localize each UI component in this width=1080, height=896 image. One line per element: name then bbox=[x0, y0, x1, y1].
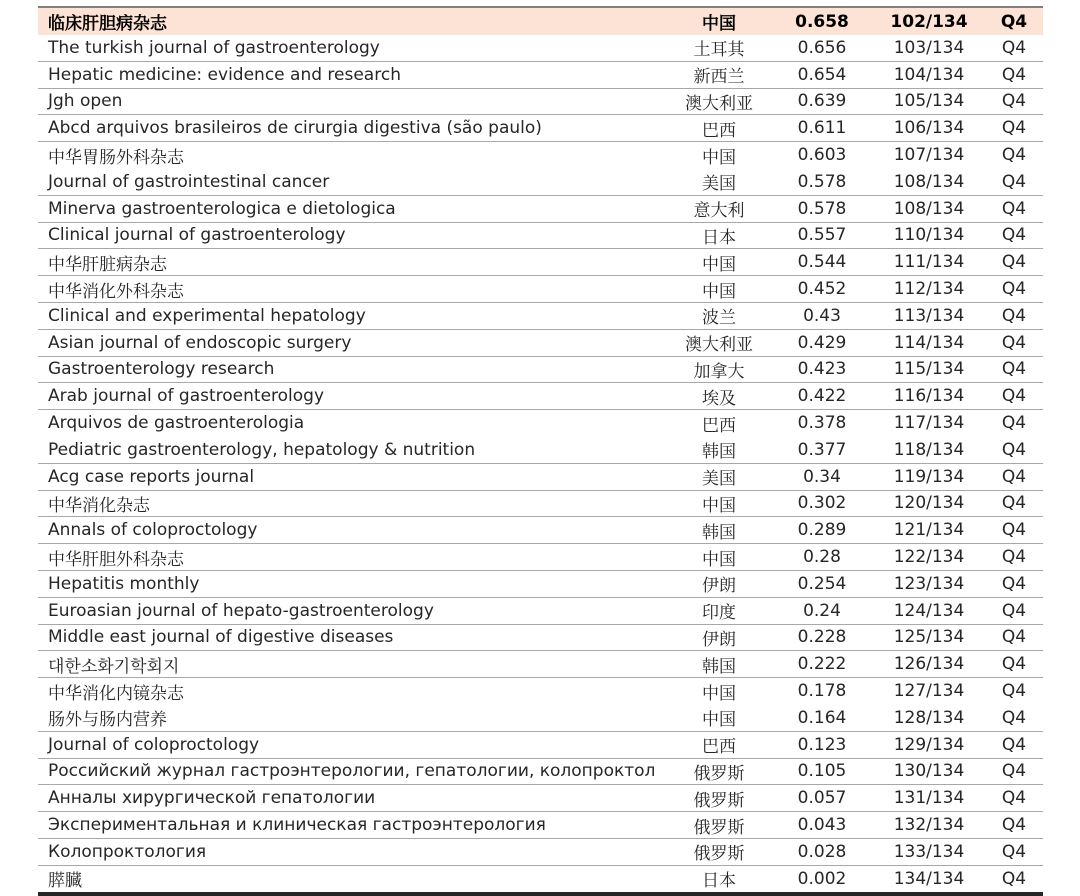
rank-cell: 110/134 bbox=[893, 225, 965, 246]
quartile-cell: Q4 bbox=[1001, 788, 1027, 809]
impact-factor-cell: 0.164 bbox=[797, 707, 847, 728]
impact-factor-cell: 0.057 bbox=[797, 788, 847, 809]
journal-name-cell: Российский журнал гастроэнтерологии, гепатологии, колопроктол bbox=[48, 761, 656, 782]
impact-factor-cell: 0.28 bbox=[803, 547, 841, 568]
journal-name-cell: The turkish journal of gastroenterology bbox=[48, 37, 380, 58]
rank-cell: 133/134 bbox=[893, 841, 965, 862]
quartile-cell: Q4 bbox=[1001, 600, 1027, 621]
impact-factor-cell: 0.028 bbox=[797, 841, 847, 862]
impact-factor-cell: 0.228 bbox=[797, 627, 847, 648]
journal-name-cell: Экспериментальная и клиническая гастроэнтерология bbox=[48, 815, 546, 835]
country-cell: 伊朗 bbox=[702, 629, 736, 650]
rank-cell: 125/134 bbox=[893, 627, 965, 648]
country-cell: 日本 bbox=[702, 871, 736, 892]
table-body bbox=[38, 35, 1043, 892]
quartile-cell: Q4 bbox=[1001, 359, 1027, 380]
country-cell: 美国 bbox=[702, 469, 736, 490]
quartile-cell: Q4 bbox=[1001, 386, 1027, 407]
table-row bbox=[38, 89, 1043, 116]
table-row bbox=[38, 651, 1043, 678]
journal-name-cell: Hepatitis monthly bbox=[48, 573, 200, 594]
journal-name-cell: 中华肝胆外科杂志 bbox=[48, 549, 184, 570]
impact-factor-cell: 0.557 bbox=[797, 225, 847, 246]
impact-factor-cell: 0.24 bbox=[803, 600, 841, 621]
impact-factor-cell: 0.578 bbox=[797, 198, 847, 219]
rank-cell: 126/134 bbox=[893, 654, 965, 675]
quartile-cell: Q4 bbox=[1001, 493, 1027, 514]
impact-factor-cell: 0.43 bbox=[803, 305, 841, 326]
table-row bbox=[38, 571, 1043, 598]
journal-name-cell: Колопроктология bbox=[48, 841, 207, 862]
table-row bbox=[38, 169, 1043, 196]
rank-cell: 124/134 bbox=[893, 600, 965, 621]
journal-name-cell: 临床肝胆病杂志 bbox=[48, 14, 167, 34]
rank-cell: 118/134 bbox=[893, 439, 965, 460]
rank-cell: 128/134 bbox=[893, 707, 965, 728]
table-row bbox=[38, 598, 1043, 625]
country-cell: 印度 bbox=[702, 603, 736, 624]
quartile-cell: Q4 bbox=[1001, 118, 1027, 139]
country-cell: 澳大利亚 bbox=[685, 93, 753, 114]
quartile-cell: Q4 bbox=[1001, 225, 1027, 246]
rank-cell: 127/134 bbox=[893, 681, 965, 702]
rank-cell: 112/134 bbox=[893, 279, 965, 300]
country-cell: 俄罗斯 bbox=[693, 844, 745, 865]
journal-name-cell: 中华消化杂志 bbox=[48, 495, 150, 516]
country-cell: 土耳其 bbox=[693, 40, 745, 61]
quartile-cell: Q4 bbox=[1001, 841, 1027, 862]
impact-factor-cell: 0.378 bbox=[797, 413, 847, 434]
table-row bbox=[38, 732, 1043, 759]
quartile-cell: Q4 bbox=[1001, 145, 1027, 166]
rank-cell: 107/134 bbox=[893, 145, 965, 166]
table-row bbox=[38, 196, 1043, 223]
journal-name-cell: Clinical journal of gastroenterology bbox=[48, 225, 346, 246]
impact-factor-cell: 0.105 bbox=[797, 761, 847, 782]
country-cell: 俄罗斯 bbox=[693, 817, 745, 838]
impact-factor-cell: 0.422 bbox=[797, 386, 847, 407]
table-row bbox=[38, 464, 1043, 491]
quartile-cell: Q4 bbox=[1001, 37, 1027, 58]
impact-factor-cell: 0.429 bbox=[797, 332, 847, 353]
journal-name-cell: Abcd arquivos brasileiros de cirurgia digestiva (são paulo) bbox=[48, 118, 542, 139]
impact-factor-cell: 0.656 bbox=[797, 37, 847, 58]
table-row bbox=[38, 303, 1043, 330]
highlighted-header-row bbox=[38, 8, 1043, 35]
country-cell: 韩国 bbox=[702, 522, 736, 543]
quartile-cell: Q4 bbox=[1000, 11, 1028, 32]
table-row bbox=[38, 491, 1043, 518]
table-row bbox=[38, 759, 1043, 786]
rank-cell: 113/134 bbox=[893, 305, 965, 326]
quartile-cell: Q4 bbox=[1001, 305, 1027, 326]
table-row bbox=[38, 839, 1043, 866]
table-row bbox=[38, 276, 1043, 303]
table-row bbox=[38, 812, 1043, 839]
rank-cell: 120/134 bbox=[893, 493, 965, 514]
rank-cell: 130/134 bbox=[893, 761, 965, 782]
rank-cell: 123/134 bbox=[893, 573, 965, 594]
country-cell: 中国 bbox=[702, 254, 736, 275]
country-cell: 美国 bbox=[702, 174, 736, 195]
journal-name-cell: Annals of coloproctology bbox=[48, 520, 258, 541]
journal-name-cell: Acg case reports journal bbox=[48, 466, 255, 487]
country-cell: 韩国 bbox=[702, 656, 736, 677]
rank-cell: 132/134 bbox=[893, 815, 965, 835]
quartile-cell: Q4 bbox=[1001, 439, 1027, 460]
journal-name-cell: 中华肝脏病杂志 bbox=[48, 254, 167, 275]
impact-factor-cell: 0.222 bbox=[797, 654, 847, 675]
quartile-cell: Q4 bbox=[1001, 520, 1027, 541]
journal-name-cell: Asian journal of endoscopic surgery bbox=[48, 332, 352, 353]
country-cell: 中国 bbox=[702, 14, 736, 34]
country-cell: 巴西 bbox=[702, 120, 736, 141]
impact-factor-cell: 0.423 bbox=[797, 359, 847, 380]
quartile-cell: Q4 bbox=[1001, 279, 1027, 300]
impact-factor-cell: 0.289 bbox=[797, 520, 847, 541]
journal-name-cell: Minerva gastroenterologica e dietologica bbox=[48, 198, 396, 219]
rank-cell: 116/134 bbox=[893, 386, 965, 407]
table-row bbox=[38, 437, 1043, 464]
table-row bbox=[38, 62, 1043, 89]
table-row bbox=[38, 517, 1043, 544]
impact-factor-cell: 0.603 bbox=[797, 145, 847, 166]
table-row bbox=[38, 625, 1043, 652]
rank-cell: 102/134 bbox=[890, 11, 968, 32]
table-row bbox=[38, 142, 1043, 169]
country-cell: 俄罗斯 bbox=[693, 763, 745, 784]
country-cell: 新西兰 bbox=[693, 67, 745, 88]
rank-cell: 129/134 bbox=[893, 734, 965, 755]
rank-cell: 117/134 bbox=[893, 413, 965, 434]
rank-cell: 134/134 bbox=[893, 868, 965, 889]
journal-ranking-table bbox=[38, 6, 1043, 896]
country-cell: 波兰 bbox=[702, 308, 736, 329]
country-cell: 巴西 bbox=[702, 737, 736, 758]
journal-name-cell: 中华消化内镜杂志 bbox=[48, 683, 184, 704]
rank-cell: 122/134 bbox=[893, 547, 965, 568]
journal-name-cell: Gastroenterology research bbox=[48, 359, 275, 380]
country-cell: 俄罗斯 bbox=[693, 790, 745, 811]
rank-cell: 108/134 bbox=[893, 171, 965, 192]
country-cell: 中国 bbox=[702, 549, 736, 570]
impact-factor-cell: 0.34 bbox=[803, 466, 841, 487]
quartile-cell: Q4 bbox=[1001, 64, 1027, 85]
quartile-cell: Q4 bbox=[1001, 761, 1027, 782]
impact-factor-cell: 0.254 bbox=[797, 573, 847, 594]
quartile-cell: Q4 bbox=[1001, 707, 1027, 728]
table-row bbox=[38, 705, 1043, 732]
quartile-cell: Q4 bbox=[1001, 681, 1027, 702]
rank-cell: 115/134 bbox=[893, 359, 965, 380]
country-cell: 意大利 bbox=[693, 201, 745, 222]
country-cell: 韩国 bbox=[702, 442, 736, 463]
quartile-cell: Q4 bbox=[1001, 573, 1027, 594]
quartile-cell: Q4 bbox=[1001, 547, 1027, 568]
impact-factor-cell: 0.178 bbox=[797, 681, 847, 702]
table-row bbox=[38, 35, 1043, 62]
journal-name-cell: Анналы хирургической гепатологии bbox=[48, 788, 376, 809]
table-row bbox=[38, 330, 1043, 357]
quartile-cell: Q4 bbox=[1001, 91, 1027, 112]
impact-factor-cell: 0.658 bbox=[795, 11, 849, 32]
journal-name-cell: 膵臓 bbox=[48, 871, 82, 892]
rank-cell: 114/134 bbox=[893, 332, 965, 353]
country-cell: 中国 bbox=[702, 147, 736, 168]
impact-factor-cell: 0.452 bbox=[797, 279, 847, 300]
journal-name-cell: Clinical and experimental hepatology bbox=[48, 305, 366, 326]
quartile-cell: Q4 bbox=[1001, 171, 1027, 192]
table-row bbox=[38, 678, 1043, 705]
rank-cell: 103/134 bbox=[893, 37, 965, 58]
table-row bbox=[38, 785, 1043, 812]
quartile-cell: Q4 bbox=[1001, 198, 1027, 219]
quartile-cell: Q4 bbox=[1001, 466, 1027, 487]
quartile-cell: Q4 bbox=[1001, 252, 1027, 273]
journal-name-cell: 肠外与肠内营养 bbox=[48, 710, 167, 731]
journal-name-cell: Jgh open bbox=[48, 91, 123, 112]
table-row bbox=[38, 115, 1043, 142]
journal-name-cell: Pediatric gastroenterology, hepatology & nutrition bbox=[48, 439, 476, 460]
table-row bbox=[38, 249, 1043, 276]
impact-factor-cell: 0.002 bbox=[797, 868, 847, 889]
impact-factor-cell: 0.544 bbox=[797, 252, 847, 273]
journal-name-cell: 中华消化外科杂志 bbox=[48, 281, 184, 302]
impact-factor-cell: 0.611 bbox=[797, 118, 847, 139]
rank-cell: 105/134 bbox=[893, 91, 965, 112]
impact-factor-cell: 0.639 bbox=[797, 91, 847, 112]
country-cell: 加拿大 bbox=[693, 361, 745, 382]
impact-factor-cell: 0.302 bbox=[797, 493, 847, 514]
quartile-cell: Q4 bbox=[1001, 627, 1027, 648]
country-cell: 澳大利亚 bbox=[685, 335, 753, 356]
country-cell: 日本 bbox=[702, 227, 736, 248]
table-row bbox=[38, 544, 1043, 571]
rank-cell: 119/134 bbox=[893, 466, 965, 487]
rank-cell: 106/134 bbox=[893, 118, 965, 139]
journal-name-cell: Journal of gastrointestinal cancer bbox=[48, 171, 330, 192]
quartile-cell: Q4 bbox=[1001, 332, 1027, 353]
impact-factor-cell: 0.123 bbox=[797, 734, 847, 755]
rank-cell: 131/134 bbox=[893, 788, 965, 809]
journal-name-cell: Middle east journal of digestive diseases bbox=[48, 627, 394, 648]
journal-name-cell: Arquivos de gastroenterologia bbox=[48, 413, 305, 434]
journal-name-cell: 中华胃肠外科杂志 bbox=[48, 147, 184, 168]
impact-factor-cell: 0.377 bbox=[797, 439, 847, 460]
table-row bbox=[38, 223, 1043, 250]
table-row bbox=[38, 866, 1043, 892]
rank-cell: 121/134 bbox=[893, 520, 965, 541]
country-cell: 埃及 bbox=[702, 388, 736, 409]
journal-name-cell: Journal of coloproctology bbox=[48, 734, 260, 755]
rank-cell: 111/134 bbox=[893, 252, 965, 273]
country-cell: 中国 bbox=[702, 495, 736, 516]
journal-name-cell: Hepatic medicine: evidence and research bbox=[48, 64, 401, 85]
country-cell: 伊朗 bbox=[702, 576, 736, 597]
country-cell: 巴西 bbox=[702, 415, 736, 436]
quartile-cell: Q4 bbox=[1001, 413, 1027, 434]
country-cell: 中国 bbox=[702, 710, 736, 731]
impact-factor-cell: 0.578 bbox=[797, 171, 847, 192]
quartile-cell: Q4 bbox=[1001, 734, 1027, 755]
journal-name-cell: 대한소화기학회지 bbox=[48, 656, 180, 677]
impact-factor-cell: 0.654 bbox=[797, 64, 847, 85]
quartile-cell: Q4 bbox=[1001, 868, 1027, 889]
country-cell: 中国 bbox=[702, 281, 736, 302]
table-row bbox=[38, 383, 1043, 410]
quartile-cell: Q4 bbox=[1001, 815, 1027, 835]
rank-cell: 108/134 bbox=[893, 198, 965, 219]
quartile-cell: Q4 bbox=[1001, 654, 1027, 675]
impact-factor-cell: 0.043 bbox=[797, 815, 847, 835]
table-row bbox=[38, 410, 1043, 437]
journal-name-cell: Euroasian journal of hepato-gastroenterology bbox=[48, 600, 434, 621]
table-row bbox=[38, 357, 1043, 384]
rank-cell: 104/134 bbox=[893, 64, 965, 85]
country-cell: 中国 bbox=[702, 683, 736, 704]
journal-name-cell: Arab journal of gastroenterology bbox=[48, 386, 325, 407]
